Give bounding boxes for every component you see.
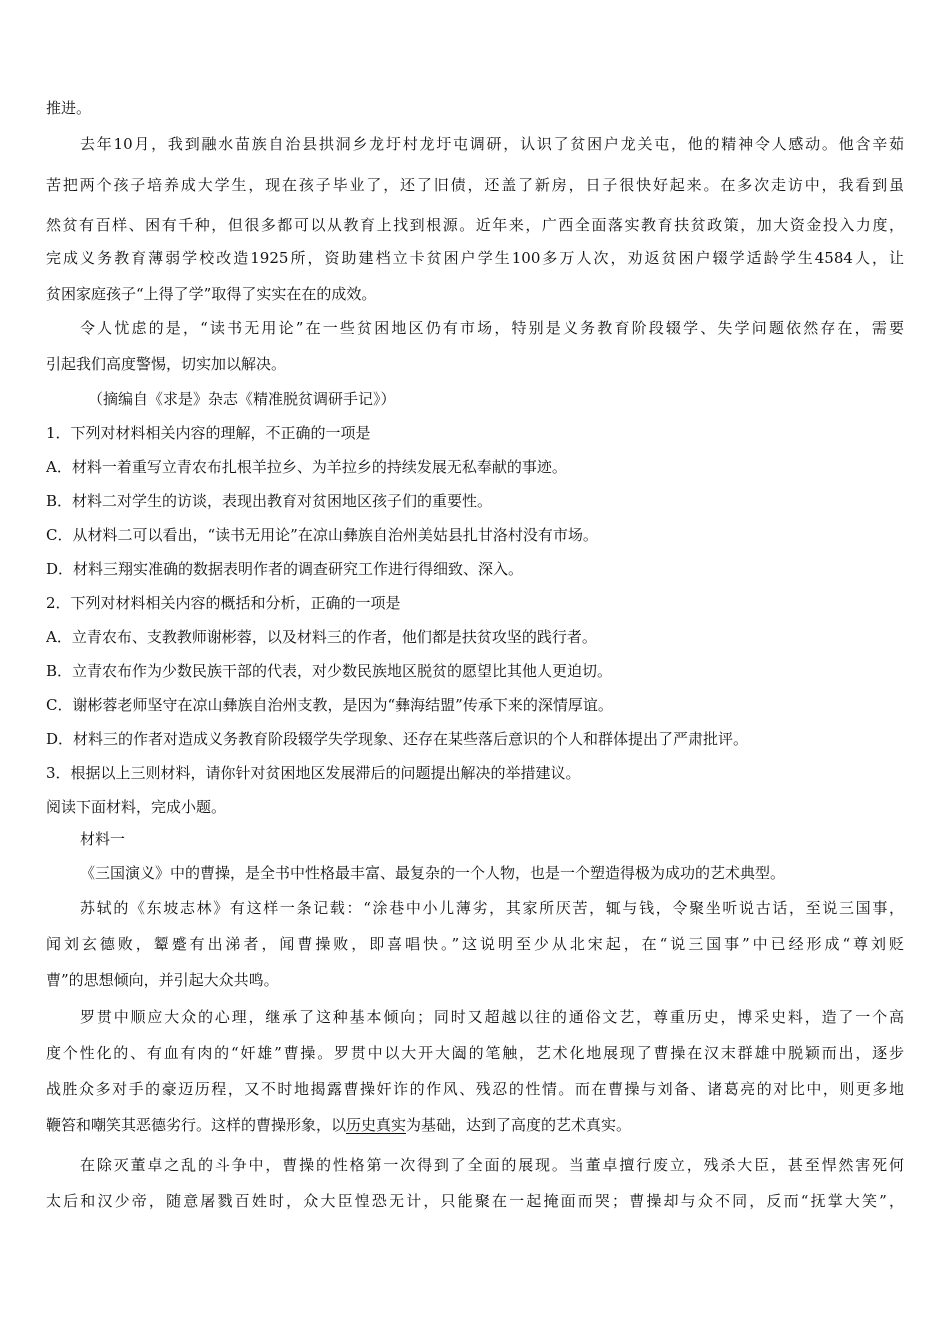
question-2-option-b: B．立青农布作为少数民族干部的代表，对少数民族地区脱贫的愿望比其他人更迫切。 — [46, 662, 613, 680]
paragraph-line: 在除灭董卓之乱的斗争中，曹操的性格第一次得到了全面的展现。当董卓擅行废立，残杀大臣，甚至悍然害死何 — [80, 1156, 904, 1174]
paragraph-line: 曹”的思想倾向，并引起大众共鸣。 — [46, 971, 279, 989]
paragraph-line: 度个性化的、有血有肉的“奸雄”曹操。罗贯中以大开大阖的笔触，艺术化地展现了曹操在汉末群雄中脱颖而出，逐步 — [46, 1044, 904, 1062]
question-2-option-c: C．谢彬蓉老师坚守在凉山彝族自治州支教，是因为“彝海结盟”传承下来的深情厚谊。 — [46, 696, 613, 714]
paragraph-text: 鞭笞和嘲笑其恶德劣行。这样的曹操形象，以 — [46, 1116, 347, 1134]
question-1-option-d: D．材料三翔实准确的数据表明作者的调查研究工作进行得细致、深入。 — [46, 560, 524, 578]
paragraph-line: 完成义务教育薄弱学校改造1925所，资助建档立卡贫困户学生100多万人次，劝返贫困户辍学适龄学生4584人，让 — [46, 249, 904, 267]
paragraph-line: 罗贯中顺应大众的心理，继承了这种基本倾向；同时又超越以往的通俗文艺，尊重历史，博采史料，造了一个高 — [80, 1008, 904, 1026]
paragraph-line: 闻刘玄德败，颦蹙有出涕者，闻曹操败，即喜唱快。”这说明至少从北宋起，在“说三国事”中已经形成“尊刘贬 — [46, 935, 904, 953]
paragraph-text: 为基础，达到了高度的艺术真实。 — [406, 1116, 632, 1134]
paragraph-line: 太后和汉少帝，随意屠戮百姓时，众大臣惶恐无计，只能聚在一起掩面而哭；曹操却与众不同，反而“抚掌大笑”， — [46, 1192, 904, 1210]
question-1-option-c: C．从材料二可以看出，“读书无用论”在凉山彝族自治州美姑县扎甘洛村没有市场。 — [46, 526, 598, 544]
material-1-label: 材料一 — [80, 830, 126, 848]
question-2-option-a: A．立青农布、支教教师谢彬蓉，以及材料三的作者，他们都是扶贫攻坚的践行者。 — [46, 628, 597, 646]
paragraph-line: 苦把两个孩子培养成大学生，现在孩子毕业了，还了旧债，还盖了新房，日子很快好起来。在多次走访中，我看到虽 — [46, 176, 904, 194]
reading-instruction: 阅读下面材料，完成小题。 — [46, 798, 227, 816]
question-1-option-b: B．材料二对学生的访谈，表现出教育对贫困地区孩子们的重要性。 — [46, 492, 493, 510]
question-1-option-a: A．材料一着重写立青农布扎根羊拉乡、为羊拉乡的持续发展无私奉献的事迹。 — [46, 458, 567, 476]
paragraph-line: 然贫有百样、困有千种，但很多都可以从教育上找到根源。近年来，广西全面落实教育扶贫政策，加大资金投入力度， — [46, 216, 904, 234]
paragraph-line: 战胜众多对手的豪迈历程，又不时地揭露曹操奸诈的作风、残忍的性情。而在曹操与刘备、诸葛亮的对比中，则更多地 — [46, 1080, 904, 1098]
paragraph-line — [46, 1115, 631, 1135]
question-3: 3．根据以上三则材料，请你针对贫困地区发展滞后的问题提出解决的举措建议。 — [46, 764, 581, 782]
paragraph-line: 去年10月，我到融水苗族自治县拱洞乡龙圩村龙圩屯调研，认识了贫困户龙关屯，他的精神令人感动。他含辛茹 — [80, 135, 904, 153]
paragraph-fragment: 推进。 — [46, 99, 92, 117]
question-1-stem: 1．下列对材料相关内容的理解，不正确的一项是 — [46, 424, 371, 442]
underlined-phrase: 历史真实 — [346, 1116, 407, 1134]
paragraph-line: 《三国演义》中的曹操，是全书中性格最丰富、最复杂的一个人物，也是一个塑造得极为成功的艺术典型。 — [80, 864, 786, 882]
paragraph-line: 贫困家庭孩子“上得了学”取得了实实在在的成效。 — [46, 285, 377, 303]
paragraph-line: 苏轼的《东坡志林》有这样一条记载：“涂巷中小儿薄劣，其家所厌苦，辄与钱，令聚坐听说古话，至说三国事， — [80, 899, 904, 917]
paragraph-line: 引起我们高度警惕，切实加以解决。 — [46, 355, 287, 373]
paragraph-line: 令人忧虑的是，“读书无用论”在一些贫困地区仍有市场，特别是义务教育阶段辍学、失学问题依然存在，需要 — [80, 319, 904, 337]
question-2-option-d: D．材料三的作者对造成义务教育阶段辍学失学现象、还存在某些落后意识的个人和群体提出了严肃批评。 — [46, 730, 749, 748]
question-2-stem: 2．下列对材料相关内容的概括和分析，正确的一项是 — [46, 594, 401, 612]
source-citation: （摘编自《求是》杂志《精准脱贫调研手记》） — [88, 390, 396, 408]
